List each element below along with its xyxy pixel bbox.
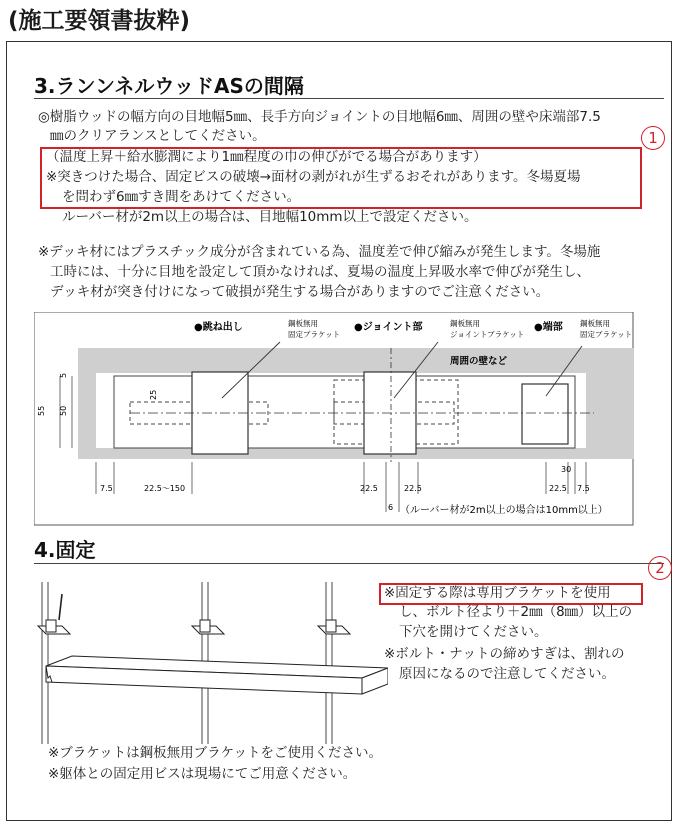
dim-55: 55	[37, 405, 46, 416]
dim-50: 50	[59, 405, 68, 416]
section3-line-2: ㎜のクリアランスとしてください。	[50, 128, 266, 144]
dim-22-5-c: 22.5	[549, 484, 567, 493]
note-line-2: 工時には、十分に目地を設定して頂かなければ、夏場の温度上昇吸水率で伸びが発生し、	[50, 264, 590, 280]
dim-7-5-left: 7.5	[100, 484, 113, 493]
bracket-b-line2: ジョイントブラケット	[450, 330, 525, 339]
section3-line-3: （温度上昇＋給水膨潤により1㎜程度の巾の伸びがでる場合があります）	[46, 149, 487, 165]
dim-7-5-right: 7.5	[577, 484, 590, 493]
section3-heading: 3.ランンネルウッドASの間隔	[34, 74, 304, 98]
section3-line-1: ◎樹脂ウッドの幅方向の目地幅5㎜、長手方向ジョイントの目地幅6㎜、周囲の壁や床端部7.5	[38, 109, 601, 125]
bracket-end	[522, 384, 568, 444]
label-joint: ●ジョイント部	[354, 322, 423, 333]
section4-bottom-1: ※ブラケットは鋼板無用ブラケットをご使用ください。	[48, 745, 382, 761]
label-overhang: ●跳ね出し	[194, 322, 243, 333]
dim-5: 5	[59, 372, 68, 378]
bracket-a-line2: 固定ブラケット	[288, 330, 341, 339]
section4-bottom-2: ※躯体との固定用ビスは現場にてご用意ください。	[48, 766, 357, 782]
screw	[59, 594, 62, 620]
section4-line-4: 原因になるので注意してください。	[399, 666, 615, 682]
bracket-a-line1: 鋼板無用	[288, 319, 318, 328]
section4-line-2: 下穴を開けてください。	[399, 624, 548, 640]
note-line-3: デッキ材が突き付けになって破損が発生する場合がありますのでご注意ください。	[50, 284, 550, 300]
wall-label: 周囲の壁など	[450, 356, 508, 367]
section4-heading: 4.固定	[34, 538, 96, 562]
dim-22-5-150: 22.5〜150	[144, 484, 186, 493]
joint-spacing-diagram	[34, 312, 634, 526]
dim-22-5-b: 22.5	[404, 484, 422, 493]
page-title: (施工要領書抜粋)	[8, 8, 191, 34]
section3-rule	[34, 98, 664, 99]
wall-left-strip	[78, 348, 96, 459]
bracket-b-line1: 鋼板無用	[450, 319, 480, 328]
diagram-note: （ルーバー材が2m以上の場合は10mm以上）	[400, 505, 608, 516]
section4-highlight: ※固定する際は専用ブラケットを使用	[384, 585, 611, 601]
bracket-fixing-illustration	[32, 582, 388, 744]
section4-rule	[34, 563, 664, 564]
note-line-1: ※デッキ材にはプラスチック成分が含まれている為、温度差で伸び縮みが発生します。冬場施	[38, 244, 601, 260]
marker-2: 2	[648, 556, 672, 580]
bracket-c-line2: 固定ブラケット	[580, 330, 633, 339]
section4-line-3: ※ボルト・ナットの締めすぎは、割れの	[384, 646, 625, 662]
dim-6: 6	[388, 503, 394, 512]
section3-line-5: を問わず6㎜すき間をあけてください。	[62, 189, 301, 205]
dim-22-5-a: 22.5	[360, 484, 378, 493]
section3-line-6: ルーバー材が2m以上の場合は、目地幅10mm以上で設定ください。	[62, 209, 478, 225]
dim-25: 25	[149, 389, 158, 400]
section3-line-4: ※突きつけた場合、固定ビスの破壊→面材の剥がれが生ずるおそれがあります。冬場夏場	[46, 169, 581, 185]
wall-right-strip	[586, 348, 634, 459]
bracket-c-line1: 鋼板無用	[580, 319, 610, 328]
marker-1: 1	[641, 126, 665, 150]
section4-line-1: し、ボルト径より＋2㎜（8㎜）以上の	[399, 604, 633, 620]
label-end: ●端部	[534, 322, 563, 333]
deck-board-left	[114, 376, 394, 448]
dim-30: 30	[561, 465, 572, 474]
wall-bottom-strip	[78, 448, 634, 459]
wall-top-strip	[78, 348, 634, 373]
